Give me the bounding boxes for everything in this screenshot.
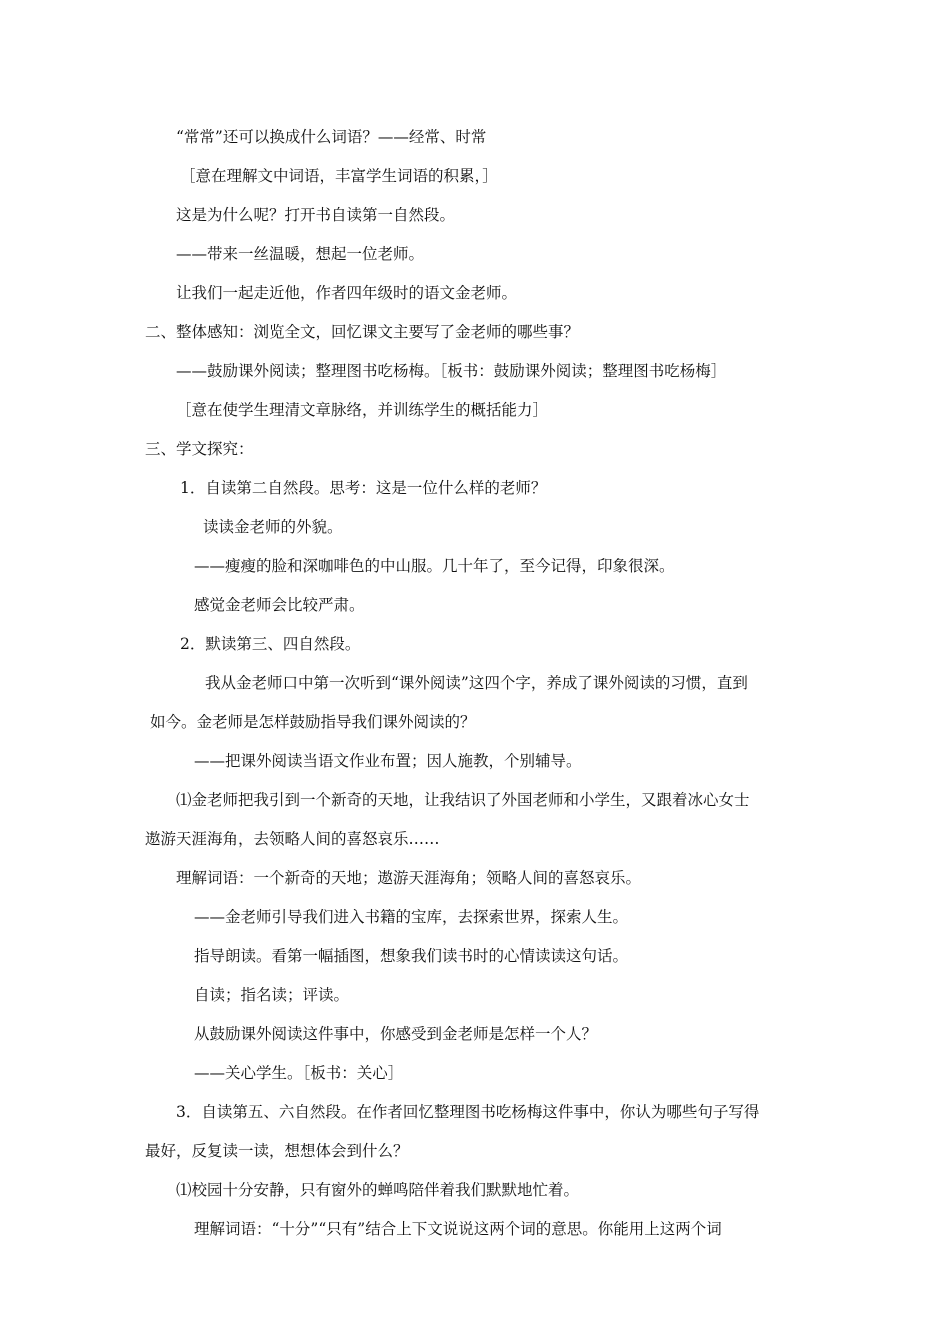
text-line-21: ——金老师引导我们进入书籍的宝库，去探索世界，探索人生。 xyxy=(194,908,629,926)
text-line-12: ——瘦瘦的脸和深咖啡色的中山服。几十年了，至今记得，印象很深。 xyxy=(194,557,675,575)
text-line-23: 自读；指名读；评读。 xyxy=(194,986,350,1004)
text-line-28: ⑴校园十分安静，只有窗外的蝉鸣陪伴着我们默默地忙着。 xyxy=(176,1181,580,1199)
text-line-25: ——关心学生。［板书：关心］ xyxy=(194,1064,404,1082)
text-line-1: “常常”还可以换成什么词语？——经常、时常 xyxy=(176,128,487,146)
text-line-10: 1．自读第二自然段。思考：这是一位什么样的老师？ xyxy=(180,479,547,497)
text-line-3: 这是为什么呢？打开书自读第一自然段。 xyxy=(176,206,456,224)
section-heading-3: 三、学文探究： xyxy=(145,440,254,458)
text-line-14: 2．默读第三、四自然段。 xyxy=(180,635,361,653)
text-line-18: ⑴金老师把我引到一个新奇的天地，让我结识了外国老师和小学生，又跟着冰心女士 xyxy=(176,791,750,809)
text-line-4: ——带来一丝温暖，想起一位老师。 xyxy=(176,245,425,263)
text-line-20: 理解词语：一个新奇的天地；遨游天涯海角；领略人间的喜怒哀乐。 xyxy=(176,869,642,887)
section-heading-2: 二、整体感知：浏览全文，回忆课文主要写了金老师的哪些事？ xyxy=(145,323,580,341)
text-line-5: 让我们一起走近他，作者四年级时的语文金老师。 xyxy=(176,284,518,302)
text-line-15: 我从金老师口中第一次听到“课外阅读”这四个字，养成了课外阅读的习惯，直到 xyxy=(205,674,748,692)
text-line-26: 3．自读第五、六自然段。在作者回忆整理图书吃杨梅这件事中，你认为哪些句子写得 xyxy=(176,1103,760,1121)
text-line-13: 感觉金老师会比较严肃。 xyxy=(194,596,365,614)
text-line-27: 最好，反复读一读，想想体会到什么？ xyxy=(145,1142,409,1160)
text-line-7: ——鼓励课外阅读；整理图书吃杨梅。［板书：鼓励课外阅读；整理图书吃杨梅］ xyxy=(176,362,727,380)
text-line-22: 指导朗读。看第一幅插图，想象我们读书时的心情读读这句话。 xyxy=(194,947,629,965)
text-line-16: 如今。金老师是怎样鼓励指导我们课外阅读的？ xyxy=(150,713,476,731)
text-line-11: 读读金老师的外貌。 xyxy=(203,518,343,536)
text-line-17: ——把课外阅读当语文作业布置；因人施教，个别辅导。 xyxy=(194,752,582,770)
text-line-2: ［意在理解文中词语，丰富学生词语的积累，］ xyxy=(180,167,498,185)
text-line-19: 遨游天涯海角，去领略人间的喜怒哀乐…… xyxy=(145,830,440,848)
text-line-24: 从鼓励课外阅读这件事中，你感受到金老师是怎样一个人？ xyxy=(194,1025,598,1043)
text-line-8: ［意在使学生理清文章脉络，并训练学生的概括能力］ xyxy=(176,401,549,419)
text-line-29: 理解词语：“十分”“只有”结合上下文说说这两个词的意思。你能用上这两个词 xyxy=(194,1220,722,1238)
